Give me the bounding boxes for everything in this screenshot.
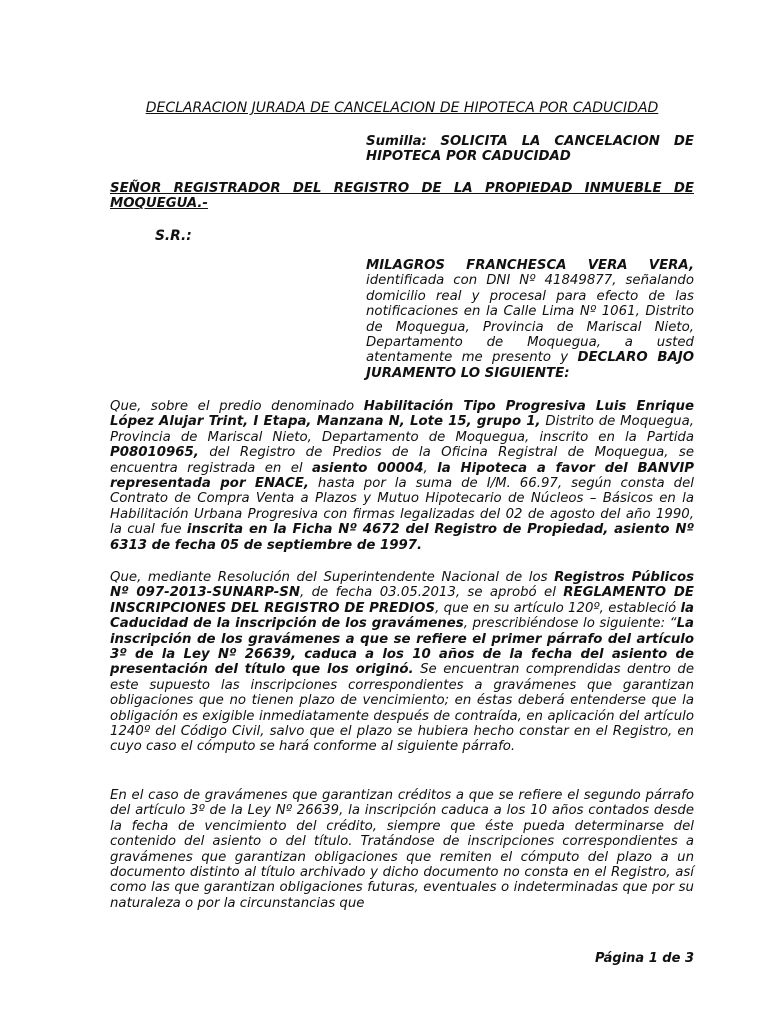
p2-text-4: , prescribiéndose lo siguiente: “ [463,616,677,632]
p1-text-4: , [423,460,438,476]
sumilla-text: SOLICITA LA CANCELACION DE HIPOTECA POR CADUCIDAD [366,134,694,165]
paragraph-1 [110,399,694,553]
sumilla-label: Sumilla: [366,134,427,149]
p2-text-1: Que, mediante Resolución del Superintendente Nacional de los [110,570,555,585]
p2-quote: La inscripción de los gravámenes a que se refiere el primer párrafo del artículo 3º de la Ley Nº 26639, caduca a los 10 años de la fecha del asiento de presentación del título que los originó. [110,616,695,678]
salutation: S.R.: [155,228,192,244]
p1-text-3: del Registro de Predios de la Oficina Registral de Moquegua, se encuentra registrada en el [110,445,694,476]
declarant-declaration: DECLARO BAJO JURAMENTO LO SIGUIENTE: [366,350,694,381]
p1-property-name: Habilitación Tipo Progresiva Luis Enrique López Alujar Trint, I Etapa, Manzana N, Lote 15, grupo 1, [110,399,694,430]
page-number: Página 1 de 3 [594,951,694,966]
p1-text-1: Que, sobre el predio denominado [110,399,364,414]
declarant-name: MILAGROS FRANCHESCA VERA VERA, [366,258,694,273]
addressee-text: SEÑOR REGISTRADOR DEL REGISTRO DE LA PROPIEDAD INMUEBLE DE MOQUEGUA.- [110,181,694,212]
p2-resolution: Registros Públicos Nº 097-2013-SUNARP-SN [110,570,694,601]
p1-text-5: hasta por la suma de I/M. 66.97, según consta del Contrato de Compra Venta a Plazos y Mutuo Hipotecario de Núcleos – Básicos en la Habilitación Urbana Progresiva con firmas legalizadas del 02 de agosto del año 1990, la cual fue [110,476,694,538]
p1-asiento: asiento 00004 [312,460,424,476]
p1-partida: P08010965, [110,445,199,461]
p1-ficha: inscrita en la Ficha Nº 4672 del Registro de Propiedad, asiento Nº 6313 de fecha 05 de septiembre de 1997. [110,522,694,553]
paragraph-3: En el caso de gravámenes que garantizan créditos a que se refiere el segundo párrafo del artículo 3º de la Ley Nº 26639, la inscripción caduca a los 10 años contados desde la fecha de vencimiento del crédito, siempre que éste pueda determinarse del contenido del asiento o del título. Tratándose de inscripciones correspondientes a gravámenes que garantizan obligaciones que remiten el cómputo del plazo a un documento distinto al título archivado y dicho documento no consta en el Registro, así como las que garantizan obligaciones futuras, eventuales o indeterminadas que por su naturaleza o por la circunstancias que [110,788,694,911]
p1-hipoteca: la Hipoteca a favor del BANVIP representada por ENACE, [110,460,695,492]
declarant-block [366,258,694,381]
document-title: DECLARACION JURADA DE CANCELACION DE HIPOTECA POR CADUCIDAD [145,100,659,116]
p2-caducidad: la Caducidad de la inscripción de los gravámenes [110,600,694,632]
p2-text-2: , de fecha 03.05.2013, se aprobó el [299,585,564,601]
p2-reglamento: REGLAMENTO DE INSCRIPCIONES DEL REGISTRO DE PREDIOS [110,585,695,616]
p2-text-5: Se encuentran comprendidas dentro de este supuesto las inscripciones correspondientes a gravámenes que garantizan obligaciones que no tienen plazo de vencimiento; en éstas deberá entenderse que la obligación es exigible inmediatamente después de contraída, en aplicación del artículo 1240º del Código Civil, salvo que el plazo se hubiera hecho constar en el Registro, en cuyo caso el cómputo se hará conforme al siguiente párrafo. [110,662,695,755]
declarant-details: identificada con DNI Nº 41849877, señalando domicilio real y procesal para efecto de las notificaciones en la Calle Lima Nº 1061, Distrito de Moquegua, Provincia de Mariscal Nieto, Departamento de Moquegua, a usted atentamente me presento y [366,273,694,366]
addressee [110,181,694,212]
paragraph-2 [110,570,694,755]
p2-text-3: , que en su artículo 120º, estableció [435,600,681,616]
p1-text-2: Distrito de Moquegua, Provincia de Mariscal Nieto, Departamento de Moquegua, inscrito en la Partida [110,414,694,445]
sumilla [366,134,694,165]
